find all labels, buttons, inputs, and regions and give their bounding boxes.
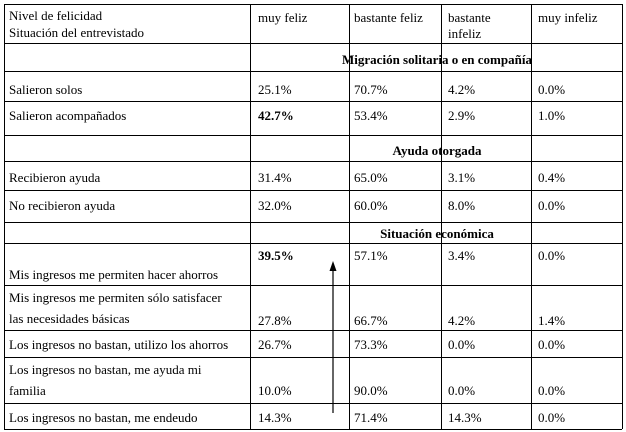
row-label: Recibieron ayuda [9, 170, 101, 185]
row-label: Los ingresos no bastan, me endeudo [9, 410, 198, 425]
cell-muy-feliz: 26.7% [258, 337, 292, 352]
cell-bastante-feliz: 90.0% [354, 383, 388, 398]
cell-bastante-infeliz: 0.0% [448, 337, 476, 352]
cell-muy-infeliz: 0.0% [538, 383, 566, 398]
row-label-header-line2: Situación del entrevistado [9, 25, 145, 40]
cell-bastante-feliz: 73.3% [354, 337, 388, 352]
section-title: Situación económica [380, 226, 494, 241]
cell-bastante-feliz: 60.0% [354, 198, 388, 213]
cell-bastante-infeliz: 3.4% [448, 248, 476, 263]
column-header-bastante-infeliz-line1: bastante [448, 10, 491, 25]
column-header-muy-feliz: muy feliz [258, 10, 308, 25]
cell-bastante-infeliz: 14.3% [448, 410, 482, 425]
row-label: Los ingresos no bastan, me ayuda mi [9, 362, 202, 377]
cell-bastante-infeliz: 4.2% [448, 313, 476, 328]
cell-muy-feliz: 10.0% [258, 383, 292, 398]
cell-bastante-infeliz: 8.0% [448, 198, 476, 213]
cell-muy-infeliz: 1.0% [538, 108, 566, 123]
row-label: Salieron solos [9, 82, 83, 97]
cell-muy-infeliz: 0.4% [538, 170, 566, 185]
row-label: No recibieron ayuda [9, 198, 116, 213]
cell-muy-infeliz: 0.0% [538, 410, 566, 425]
column-header-bastante-feliz: bastante feliz [354, 10, 423, 25]
cell-muy-feliz: 31.4% [258, 170, 292, 185]
cell-bastante-infeliz: 0.0% [448, 383, 476, 398]
cell-muy-infeliz: 0.0% [538, 198, 566, 213]
cell-muy-feliz: 39.5% [258, 248, 294, 263]
section-title: Migración solitaria o en compañía [342, 52, 532, 67]
cell-bastante-infeliz: 2.9% [448, 108, 476, 123]
cell-muy-infeliz: 0.0% [538, 82, 566, 97]
cell-muy-infeliz: 1.4% [538, 313, 566, 328]
column-header-muy-infeliz: muy infeliz [538, 10, 598, 25]
cell-muy-feliz: 25.1% [258, 82, 292, 97]
row-label: Mis ingresos me permiten sólo satisfacer [9, 290, 222, 305]
cell-muy-feliz: 32.0% [258, 198, 292, 213]
cell-muy-infeliz: 0.0% [538, 248, 566, 263]
cell-bastante-infeliz: 3.1% [448, 170, 476, 185]
column-header-bastante-infeliz-line2: infeliz [448, 26, 482, 41]
row-label: Los ingresos no bastan, utilizo los ahorros [9, 337, 229, 352]
row-label: familia [9, 383, 46, 398]
row-label: Salieron acompañados [9, 108, 127, 123]
section-title: Ayuda otorgada [392, 143, 482, 158]
row-label: las necesidades básicas [9, 311, 130, 326]
cell-muy-feliz: 14.3% [258, 410, 292, 425]
cell-bastante-feliz: 66.7% [354, 313, 388, 328]
cell-bastante-feliz: 70.7% [354, 82, 388, 97]
cell-muy-feliz: 27.8% [258, 313, 292, 328]
cell-bastante-infeliz: 4.2% [448, 82, 476, 97]
row-label: Mis ingresos me permiten hacer ahorros [9, 267, 219, 282]
trend-arrow-head [330, 261, 337, 271]
cell-muy-feliz: 42.7% [258, 108, 294, 123]
cell-bastante-feliz: 65.0% [354, 170, 388, 185]
cell-bastante-feliz: 53.4% [354, 108, 388, 123]
cell-bastante-feliz: 57.1% [354, 248, 388, 263]
row-label-header-line1: Nivel de felicidad [9, 8, 103, 23]
cell-bastante-feliz: 71.4% [354, 410, 388, 425]
cell-muy-infeliz: 0.0% [538, 337, 566, 352]
